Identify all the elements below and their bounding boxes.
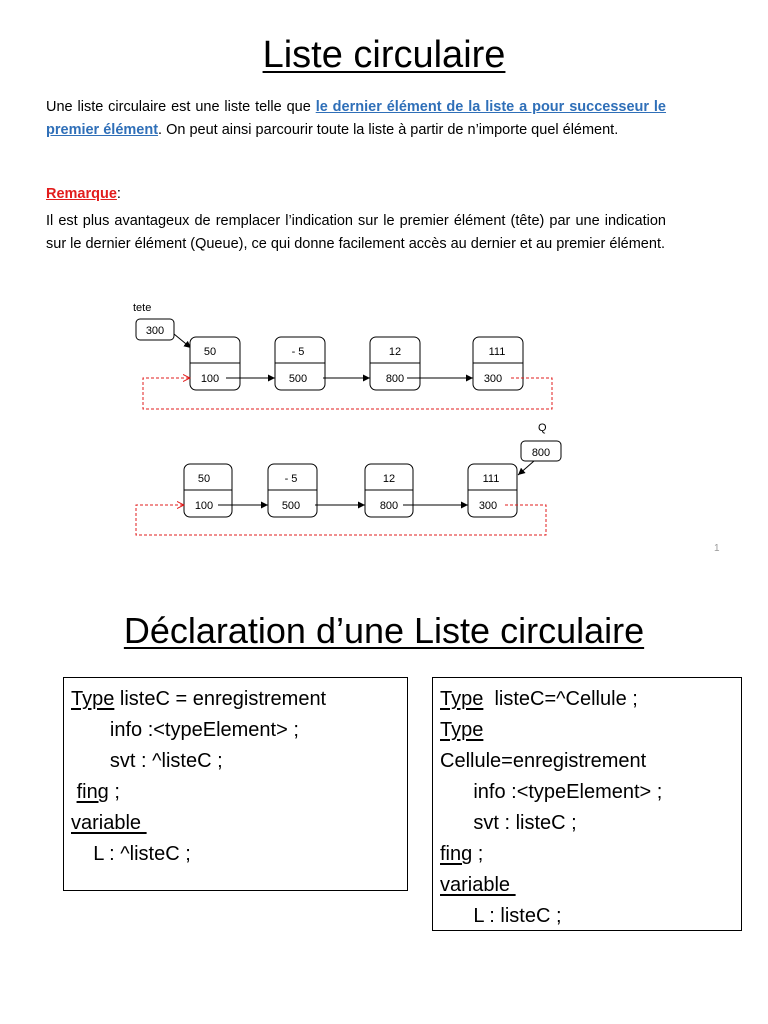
remark-label: Remarque bbox=[46, 186, 117, 202]
list2-cell-2-next: 500 bbox=[281, 500, 301, 512]
box2-line-2 bbox=[440, 715, 734, 746]
box2-line-5: svt : listeC ; bbox=[440, 812, 577, 834]
box2-line-7 bbox=[440, 870, 734, 901]
list1-cell-2-next: 500 bbox=[288, 373, 308, 385]
list2-cell-3-info: 12 bbox=[382, 473, 396, 485]
intro-text-start: Une liste circulaire est une liste telle que bbox=[46, 99, 316, 115]
list2-cell-1-next: 100 bbox=[194, 500, 214, 512]
box2-line-8: L : listeC ; bbox=[440, 905, 562, 927]
list2-cell-4-next: 300 bbox=[478, 500, 498, 512]
box1-line-5 bbox=[71, 808, 400, 839]
box1-line-4 bbox=[71, 777, 400, 808]
tete-label: tete bbox=[133, 302, 152, 314]
declaration-box-2 bbox=[432, 677, 742, 931]
box1-line-4-rest: ; bbox=[108, 781, 120, 803]
remark-paragraph: Il est plus avantageux de remplacer l’indication sur le premier élément (tête) par une indication sur le dernier élément (Queue), ce qui donne facilement accès au dernier et au premier élément. bbox=[46, 213, 666, 252]
intro-paragraph bbox=[46, 96, 666, 142]
tete-pointer-value: 300 bbox=[145, 325, 165, 337]
box2-line-3: Cellule=enregistrement bbox=[440, 750, 647, 772]
box1-line-6: L : ^listeC ; bbox=[71, 843, 191, 865]
box1-fing-keyword: fing bbox=[76, 781, 109, 803]
list2-cell-4-info: 111 bbox=[482, 473, 500, 485]
remark-colon: : bbox=[116, 186, 121, 202]
list1-cell-1-next: 100 bbox=[200, 373, 220, 385]
box2-line-1-rest: listeC=^Cellule ; bbox=[483, 688, 638, 710]
box2-line-6 bbox=[440, 839, 734, 870]
box1-line-1 bbox=[71, 684, 400, 715]
list1-cell-4 bbox=[473, 337, 523, 390]
slide-title-declaration: Déclaration d’une Liste circulaire bbox=[123, 610, 645, 651]
list2-cell-1 bbox=[184, 464, 232, 517]
remark-heading bbox=[46, 186, 121, 202]
list1-cell-2 bbox=[275, 337, 325, 390]
box2-fing-keyword: fing bbox=[440, 843, 473, 865]
box2-line-1 bbox=[440, 684, 734, 715]
q-pointer-arrow bbox=[518, 461, 534, 475]
list1-cell-3-next: 800 bbox=[385, 373, 405, 385]
box1-type-keyword: Type bbox=[71, 688, 115, 710]
list1-cell-1 bbox=[190, 337, 240, 390]
list1-cell-3-info: 12 bbox=[388, 346, 402, 358]
slide-title-liste-circulaire: Liste circulaire bbox=[262, 34, 506, 76]
q-pointer-value: 800 bbox=[531, 447, 551, 459]
list1-cell-1-info: 50 bbox=[203, 346, 217, 358]
list2-cell-2 bbox=[268, 464, 317, 517]
intro-highlight-link[interactable]: le dernier élément de la liste a pour successeur le premier élément bbox=[46, 99, 667, 138]
list1-cell-4-info: 111 bbox=[488, 346, 506, 358]
list2-cell-3-next: 800 bbox=[379, 500, 399, 512]
list2-cell-2-info: - 5 bbox=[284, 473, 298, 485]
list2-cell-3 bbox=[365, 464, 413, 517]
box2-variable-keyword: variable bbox=[440, 874, 516, 896]
list1-cell-2-info: - 5 bbox=[291, 346, 305, 358]
list1-cell-4-next: 300 bbox=[483, 373, 503, 385]
page-number: 1 bbox=[714, 543, 720, 554]
list1-cell-3 bbox=[370, 337, 420, 390]
list2-cell-1-info: 50 bbox=[197, 473, 211, 485]
box2-type-keyword-1: Type bbox=[440, 688, 484, 710]
box1-line-1-rest: listeC = enregistrement bbox=[114, 688, 327, 710]
box2-line-4: info :<typeElement> ; bbox=[440, 781, 663, 803]
box1-line-3: svt : ^listeC ; bbox=[71, 750, 223, 772]
circular-list-diagram bbox=[0, 290, 768, 550]
box1-variable-keyword: variable bbox=[71, 812, 147, 834]
box2-type-keyword-2: Type bbox=[440, 719, 484, 741]
list2-cell-4 bbox=[468, 464, 517, 517]
tete-pointer-arrow bbox=[174, 334, 191, 348]
intro-text-end: . On peut ainsi parcourir toute la liste à partir de n’importe quel élément. bbox=[158, 122, 619, 138]
box2-line-6-rest: ; bbox=[472, 843, 484, 865]
declaration-box-1 bbox=[63, 677, 408, 891]
box1-line-2: info :<typeElement> ; bbox=[71, 719, 299, 741]
q-label: Q bbox=[538, 422, 547, 434]
